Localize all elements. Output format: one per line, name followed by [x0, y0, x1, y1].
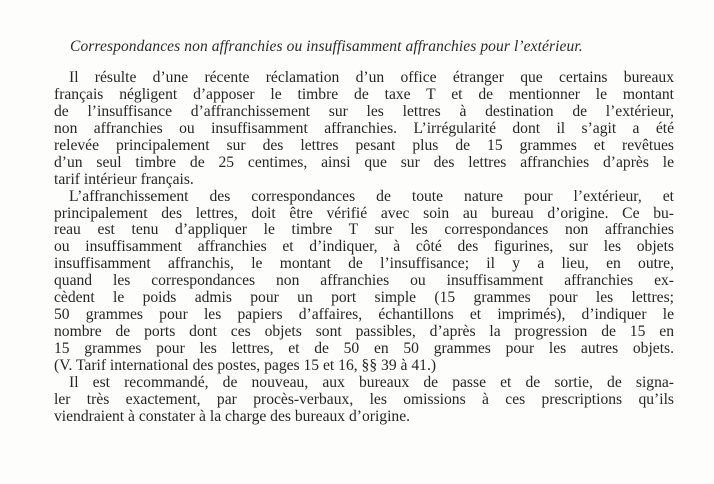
- text-line: viendraient à constater à la charge des bureaux d’origine.: [54, 407, 411, 425]
- text-line: français négligent d’apposer le timbre de taxe T et de mentionner le montant: [54, 85, 674, 103]
- paragraph: [54, 70, 674, 189]
- text-line: nombre de ports dont ces objets sont passibles, d’après la progression de 15 en: [54, 323, 674, 341]
- text-line: de l’insuffisance d’affranchissement sur les lettres à destination de l’extérieur,: [54, 102, 674, 120]
- body-text: [54, 70, 674, 426]
- text-line: 50 grammes pour les papiers d’affaires, échantillons et imprimés), d’indiquer le: [54, 306, 674, 324]
- text-line: relevée principalement sur des lettres pesant plus de 15 grammes et revêtues: [54, 136, 674, 154]
- text-line: quand les correspondances non affranchies ou insuffisamment affranchies ex-: [54, 272, 674, 290]
- text-line: insuffisamment affranchis, le montant de l’insuffisance; il y a lieu, en outre,: [54, 255, 674, 273]
- text-line: tarif intérieur français.: [54, 170, 194, 188]
- text-line: principalement des lettres, doit être vérifié avec soin au bureau d’origine. Ce bu-: [54, 204, 674, 222]
- paragraph: [54, 375, 674, 426]
- paragraph: [54, 189, 674, 375]
- text-line: (V. Tarif international des postes, pages 15 et 16, §§ 39 à 41.): [54, 356, 437, 374]
- text-line: Il résulte d’une récente réclamation d’un office étranger que certains bureaux: [69, 69, 674, 86]
- text-line: ou insuffisamment affranchies et d’indiquer, à côté des figurines, sur les objets: [54, 238, 674, 256]
- text-line: non affranchies ou insuffisamment affranchies. L’irrégularité dont il s’agit a été: [54, 119, 674, 137]
- text-line: cèdent le poids admis pour un port simple (15 grammes pour les lettres;: [54, 289, 674, 307]
- text-line: 15 grammes pour les lettres, et de 50 en 50 grammes pour les autres objets.: [54, 340, 674, 357]
- section-heading: Correspondances non affranchies ou insuffisamment affranchies pour l’extérieur.: [70, 38, 583, 55]
- text-line: ler très exactement, par procès-verbaux, les omissions à ces prescriptions qu’ils: [54, 390, 674, 408]
- text-line: d’un seul timbre de 25 centimes, ainsi que sur des lettres affranchies d’après le: [54, 153, 674, 171]
- text-line: L’affranchissement des correspondances de toute nature pour l’extérieur, et: [69, 187, 674, 205]
- text-line: reau est tenu d’appliquer le timbre T sur les correspondances non affranchies: [54, 221, 674, 239]
- text-line: Il est recommandé, de nouveau, aux bureaux de passe et de sortie, de signa-: [69, 373, 674, 391]
